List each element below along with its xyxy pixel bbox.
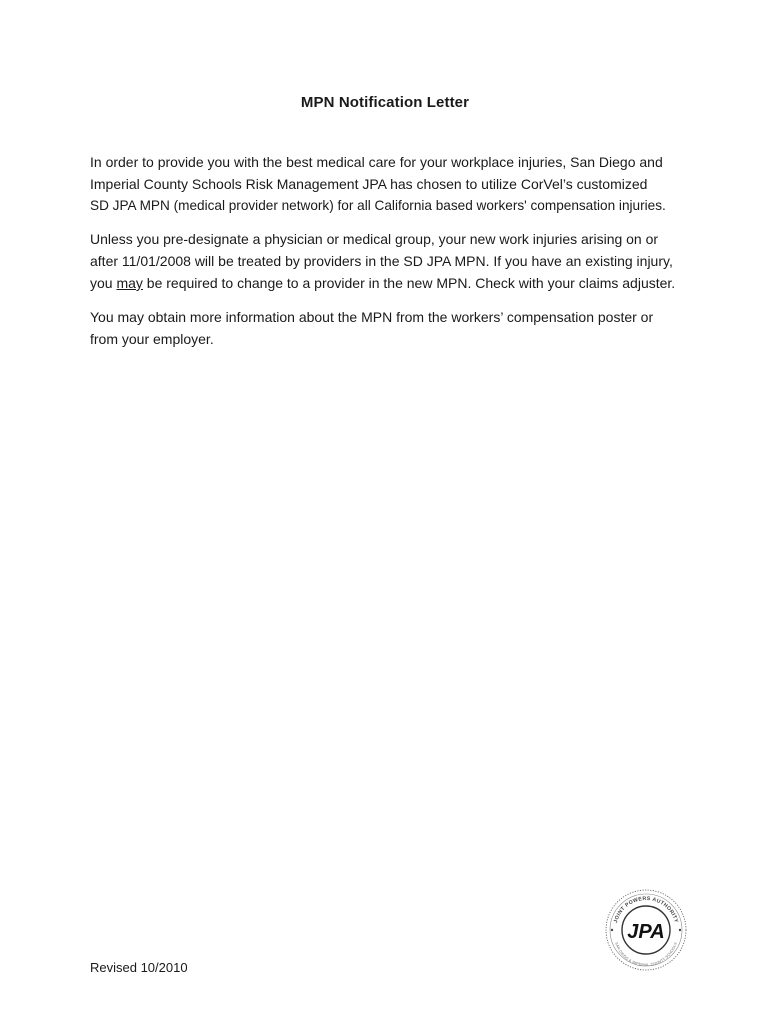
seal-ring-bottom-text: SAN DIEGO & IMPERIAL COUNTY SCHOOLS	[614, 941, 678, 968]
paragraph-intro	[90, 151, 690, 217]
paragraph-more-info	[90, 306, 690, 350]
paragraph-predesignate-line-3	[90, 272, 690, 294]
revision-note: Revised 10/2010	[90, 960, 188, 975]
paragraph-intro-line-1: In order to provide you with the best medical care for your workplace injuries, San Diego and	[90, 154, 663, 170]
emphasis-may: may	[116, 275, 143, 291]
paragraph-more-info-line-2: from your employer.	[90, 331, 214, 347]
line-3-start: you	[90, 275, 117, 291]
paragraph-predesignate-line-1: Unless you pre-designate a physician or medical group, your new work injuries arising on or	[90, 231, 659, 247]
paragraph-intro-line-2: Imperial County Schools Risk Management JPA has chosen to utilize CorVel’s customized	[90, 176, 648, 192]
jpa-seal-logo	[604, 888, 688, 972]
seal-center-text: JPA	[627, 921, 665, 943]
document-title: MPN Notification Letter	[300, 94, 470, 111]
paragraph-predesignate-line-2: after 11/01/2008 will be treated by providers in the SD JPA MPN. If you have an existing injury,	[90, 253, 673, 269]
paragraph-intro-line-3: SD JPA MPN (medical provider network) for all California based workers' compensation injuries.	[90, 198, 666, 213]
paragraph-predesignate	[90, 228, 690, 294]
line-3-end: be required to change to a provider in the new MPN. Check with your claims adjuster.	[142, 275, 676, 291]
paragraph-more-info-line-1: You may obtain more information about the MPN from the workers’ compensation poster or	[90, 309, 654, 325]
seal-ring-top-text: JOINT POWERS AUTHORITY	[612, 895, 680, 924]
